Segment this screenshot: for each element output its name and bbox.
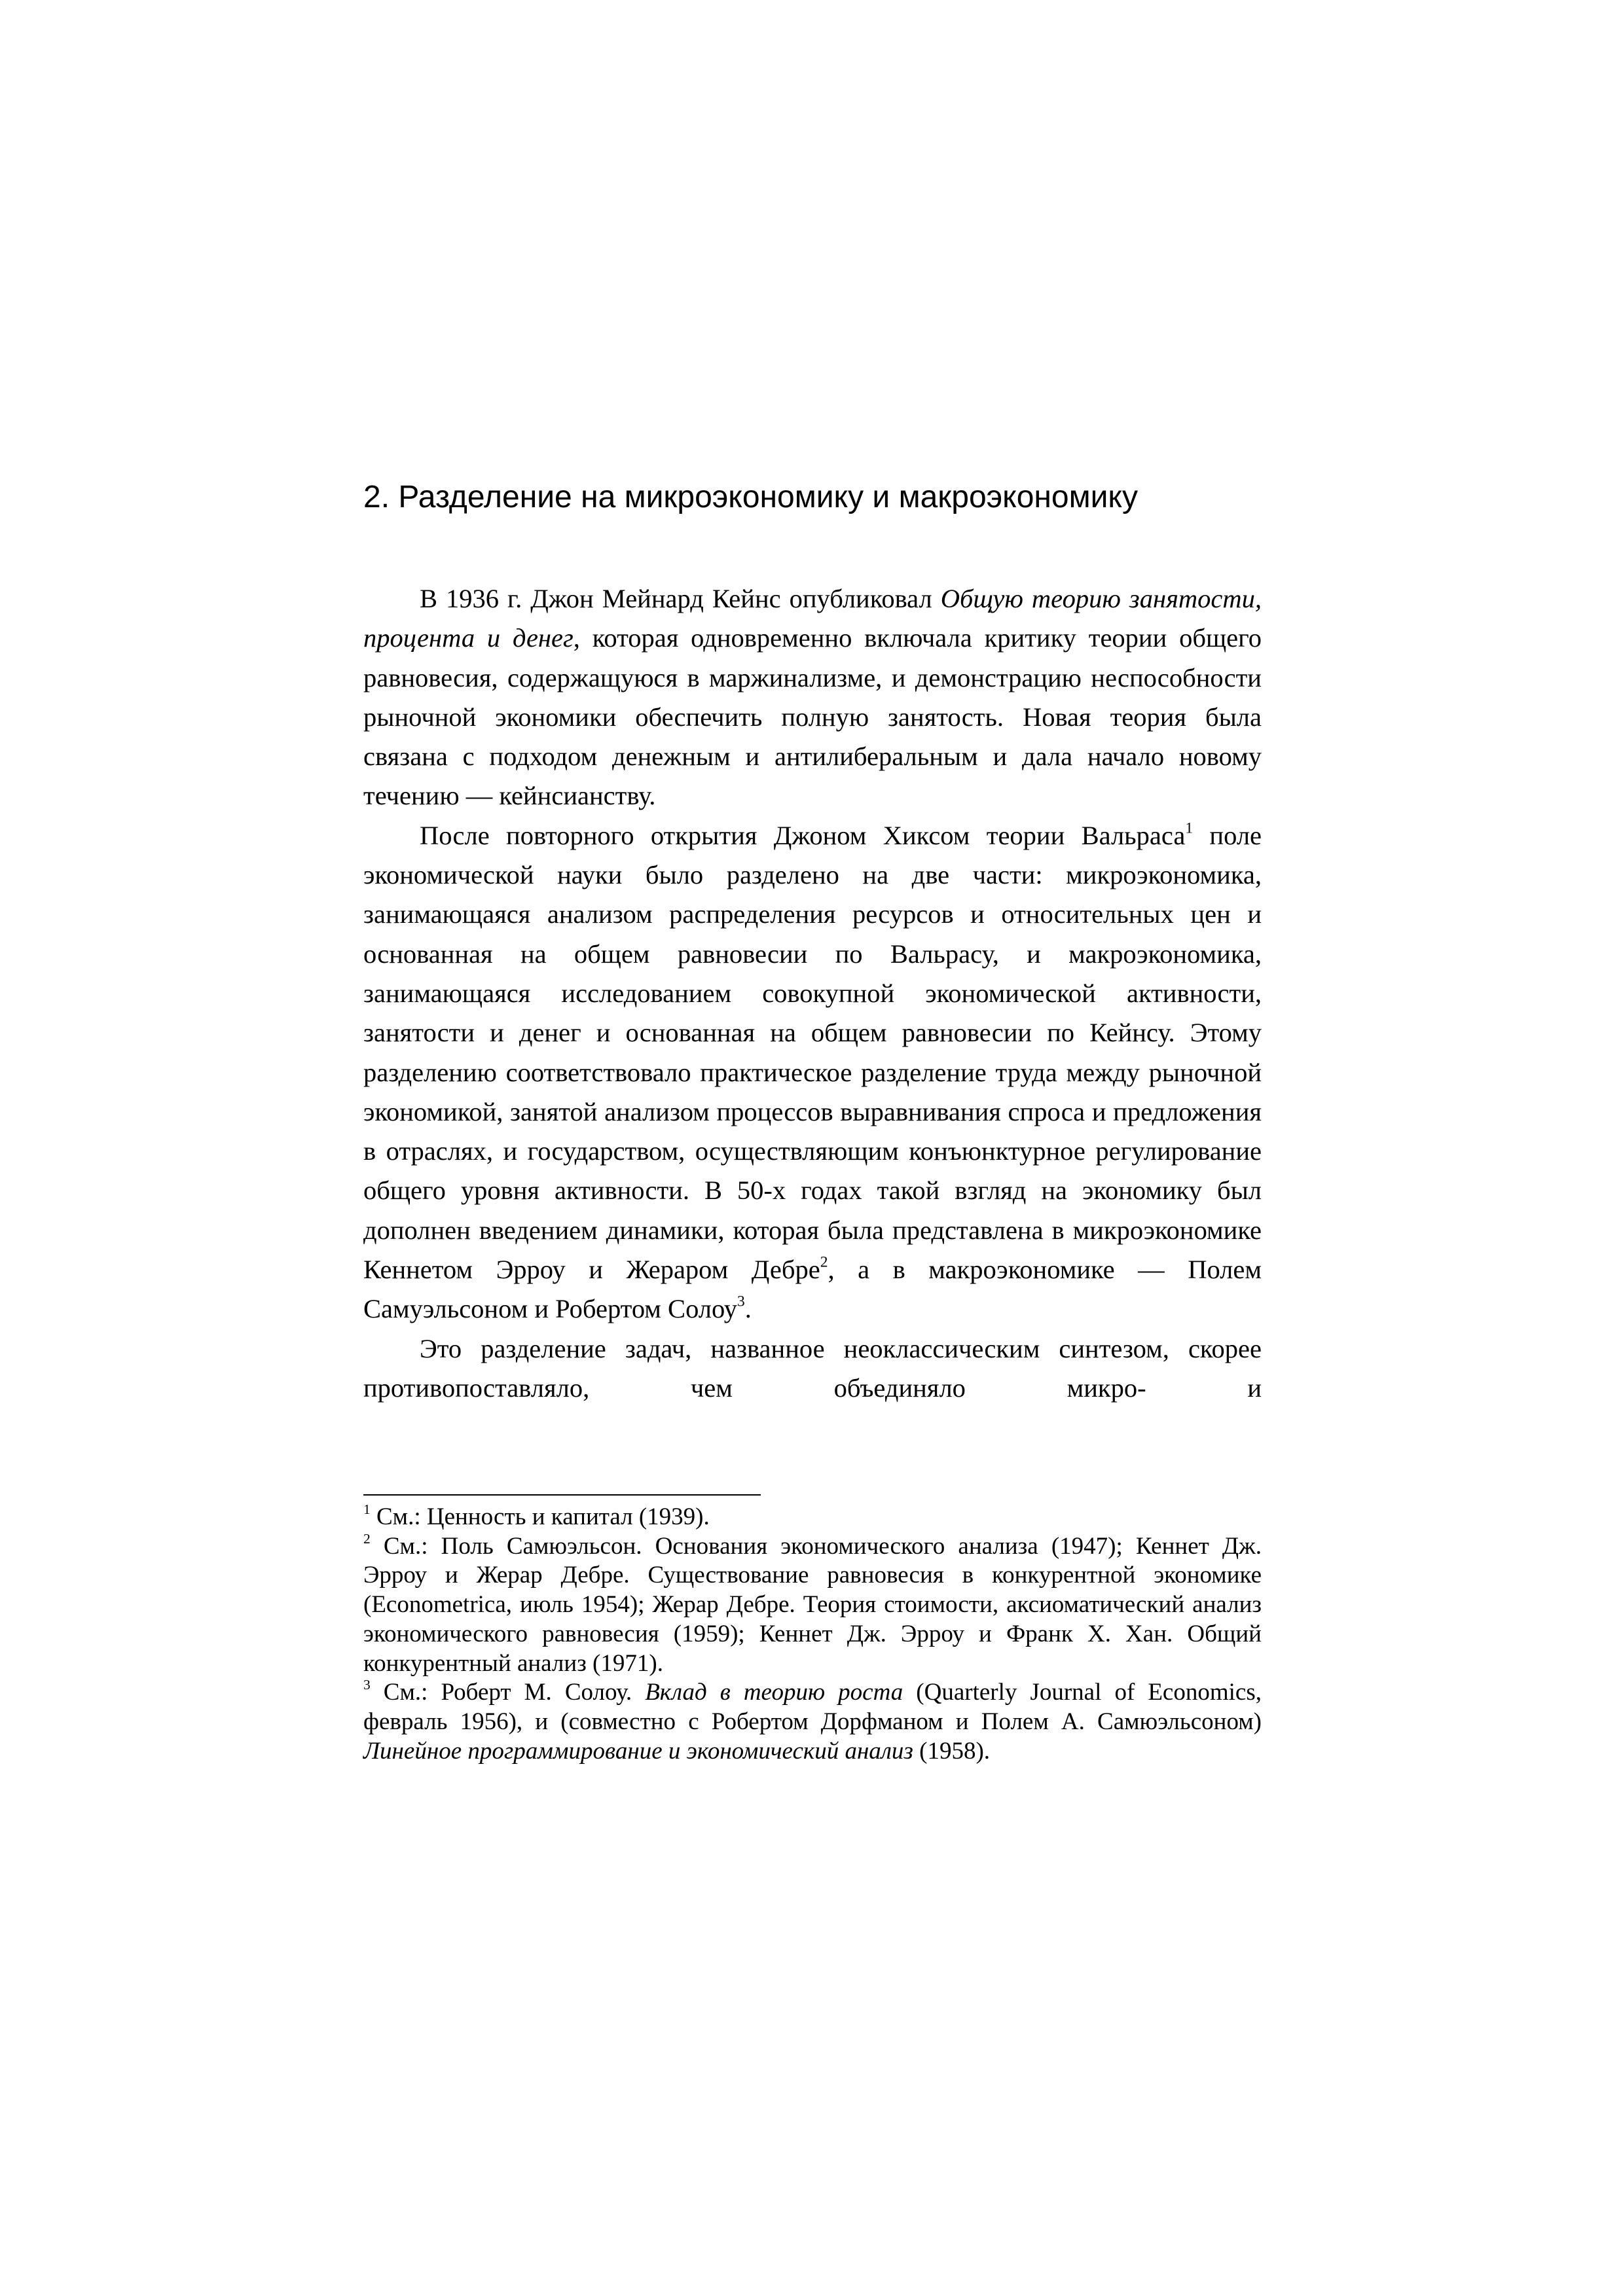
footnote-3 xyxy=(363,1678,1262,1766)
footnote-2-number: 2 xyxy=(363,1530,371,1547)
paragraph-2-text-d: . xyxy=(744,1294,752,1324)
paragraph-3-text: Это разделение задач, названное неоклассическим синтезом, скорее противопоставляло, чем объединяло микро- и xyxy=(363,1333,1262,1403)
paragraph-1-text-b: , которая одновременно включала критику теории общего равновесия, содержащуюся в маржинализме, и демонстрацию неспособности рыночной экономики обеспечить полную занятость. Новая теория была связана с подходом денежным и антилиберальным и дала начало новому течению — кейнсианству. xyxy=(363,623,1262,811)
footnote-3-text-a: См.: Роберт М. Солоу. xyxy=(370,1679,646,1706)
footnote-ref-2: 2 xyxy=(820,1253,828,1271)
footnote-ref-1: 1 xyxy=(1185,819,1194,837)
footnotes xyxy=(363,1503,1262,1766)
footnote-3-text-b: (Quarterly Journal of Economics, февраль 1956), и (совместно с Робертом Дорфманом и Полем А. Самюэльсоном) xyxy=(363,1679,1262,1735)
paragraph-1 xyxy=(363,579,1262,816)
footnote-1 xyxy=(363,1503,1262,1532)
footnote-1-number: 1 xyxy=(363,1501,371,1517)
paragraph-1-text-a: В 1936 г. Джон Мейнард Кейнс опубликовал xyxy=(420,584,941,613)
footnote-1-text: См.: Ценность и капитал (1939). xyxy=(370,1503,710,1530)
footnote-3-text-c: (1958). xyxy=(913,1737,991,1765)
paragraph-2-text-c: , а в макроэкономике — Полем Самуэльсоном и Робертом Солоу xyxy=(363,1255,1262,1324)
footnote-separator xyxy=(363,1494,761,1496)
book-title-linear-programming: Линейное программирование и экономический анализ xyxy=(363,1737,913,1765)
article-title-growth-theory: Вклад в теорию роста xyxy=(645,1679,903,1706)
footnote-2-text: См.: Поль Самюэльсон. Основания экономического анализа (1947); Кеннет Дж. Эрроу и Жерар Дебре. Существование равновесия в конкурентной экономике (Econometrica, июль 1954); Жерар Дебре. Теория стоимости, аксиоматический анализ экономического равновесия (1959); Кеннет Дж. Эрроу и Франк Х. Хан. Общий конкурентный анализ (1971). xyxy=(363,1532,1262,1677)
footnote-2 xyxy=(363,1532,1262,1679)
footnote-ref-3: 3 xyxy=(737,1293,745,1310)
body-text xyxy=(363,579,1262,1408)
paragraph-2-text-a: После повторного открытия Джоном Хиксом теории Вальраса xyxy=(420,820,1186,850)
footnote-3-number: 3 xyxy=(363,1677,371,1693)
section-heading: 2. Разделение на микроэкономику и макроэкономику xyxy=(363,480,1138,514)
paragraph-3 xyxy=(363,1329,1262,1408)
paragraph-2 xyxy=(363,816,1262,1329)
book-title-general-theory: Общую теорию занятости, процента и денег xyxy=(363,584,1262,653)
paragraph-2-text-b: поле экономической науки было разделено на две части: микроэкономика, занимающаяся анализом распределения ресурсов и относительных цен и основанная на общем равновесии по Вальрасу, и макроэкономика, занимающаяся исследованием совокупной экономической активности, занятости и денег и основанная на общем равновесии по Кейнсу. Этому разделению соответствовало практическое разделение труда между рыночной экономикой, занятой анализом процессов выравнивания спроса и предложения в отраслях, и государством, осуществляющим конъюнктурное регулирование общего уровня активности. В 50-х годах такой взгляд на экономику был дополнен введением динамики, которая была представлена в микроэкономике Кеннетом Эрроу и Жераром Дебре xyxy=(363,820,1262,1285)
